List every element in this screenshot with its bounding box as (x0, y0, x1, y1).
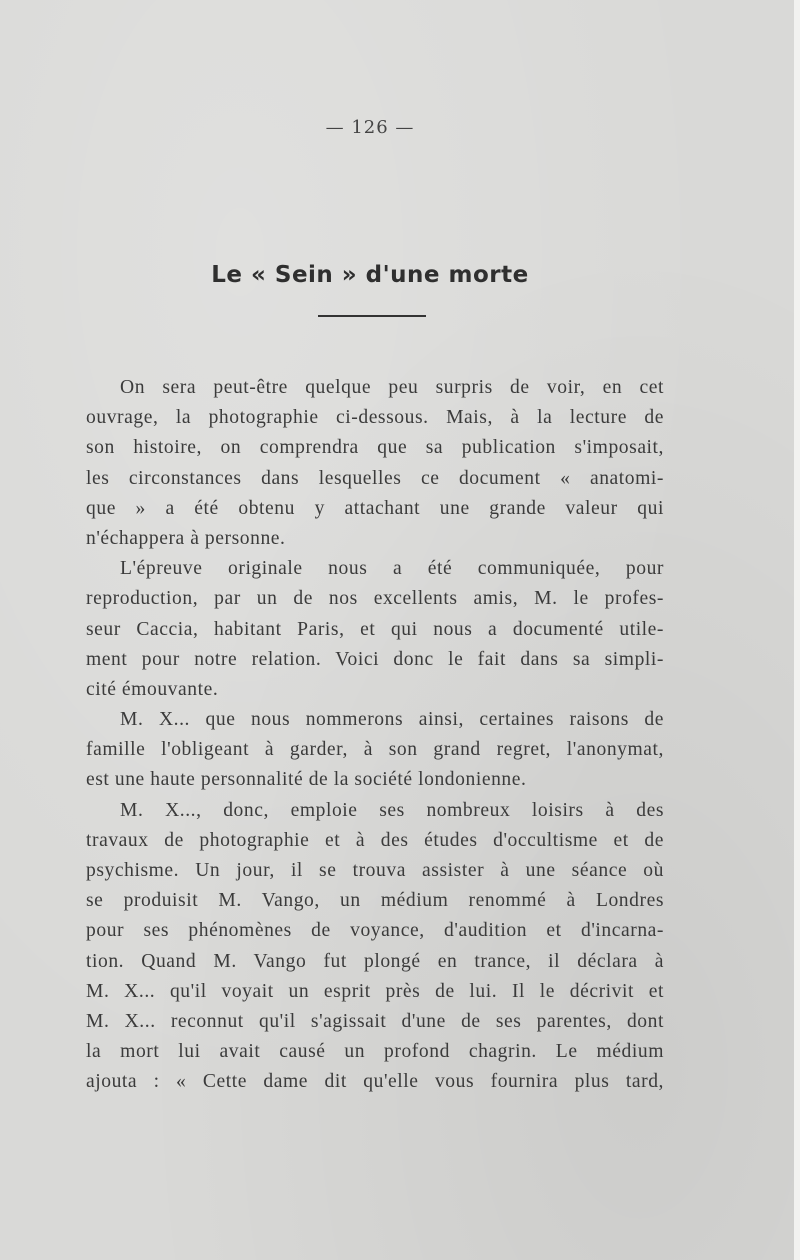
text-line: pour ses phénomènes de voyance, d'audition et d'incarna- (86, 920, 664, 942)
text-line: ment pour notre relation. Voici donc le fait dans sa simpli- (86, 648, 664, 670)
text-line: psychisme. Un jour, il se trouva assister à une séance où (86, 860, 664, 881)
page-edge (794, 0, 800, 1260)
text-line: se produisit M. Vango, un médium renommé à Londres (86, 890, 664, 912)
text-line: M. X... qu'il voyait un esprit près de lui. Il le décrivit et (86, 980, 664, 1002)
paragraph (86, 373, 664, 554)
text-line: que » a été obtenu y attachant une grande valeur qui (86, 497, 664, 519)
text-line: famille l'obligeant à garder, à son grand regret, l'anonymat, (86, 739, 664, 761)
paragraph (86, 554, 664, 705)
body-text (86, 373, 664, 1098)
text-line: la mort lui avait causé un profond chagrin. Le médium (86, 1041, 664, 1063)
text-line: seur Caccia, habitant Paris, et qui nous a documenté utile- (86, 618, 664, 640)
text-line: reproduction, par un de nos excellents amis, M. le profes- (86, 588, 664, 610)
text-line: On sera peut-être quelque peu surpris de voir, en cet (120, 377, 664, 398)
text-line: ouvrage, la photographie ci-dessous. Mais, à la lecture de (86, 407, 664, 429)
text-line: les circonstances dans lesquelles ce document « anatomi- (86, 467, 664, 489)
paragraph (86, 796, 664, 1098)
paragraph (86, 705, 664, 796)
text-line: cité émouvante. (86, 678, 219, 700)
text-line: travaux de photographie et à des études d'occultisme et de (86, 829, 664, 851)
page-number: — 126 — (325, 117, 415, 138)
chapter-title: Le « Sein » d'une morte (211, 262, 529, 288)
text-line: n'échappera à personne. (86, 527, 286, 549)
text-line: son histoire, on comprendra que sa publication s'imposait, (86, 437, 664, 459)
text-line: ajouta : « Cette dame dit qu'elle vous fournira plus tard, (86, 1071, 664, 1093)
text-line: tion. Quand M. Vango fut plongé en trance, il déclara à (86, 950, 664, 972)
text-line: L'épreuve originale nous a été communiquée, pour (120, 558, 664, 580)
text-line: est une haute personnalité de la société londonienne. (86, 769, 527, 791)
text-line: M. X... que nous nommerons ainsi, certaines raisons de (120, 709, 664, 731)
text-line: M. X..., donc, emploie ses nombreux loisirs à des (120, 799, 664, 821)
title-divider (318, 315, 426, 317)
text-line: M. X... reconnut qu'il s'agissait d'une de ses parentes, dont (86, 1010, 664, 1032)
